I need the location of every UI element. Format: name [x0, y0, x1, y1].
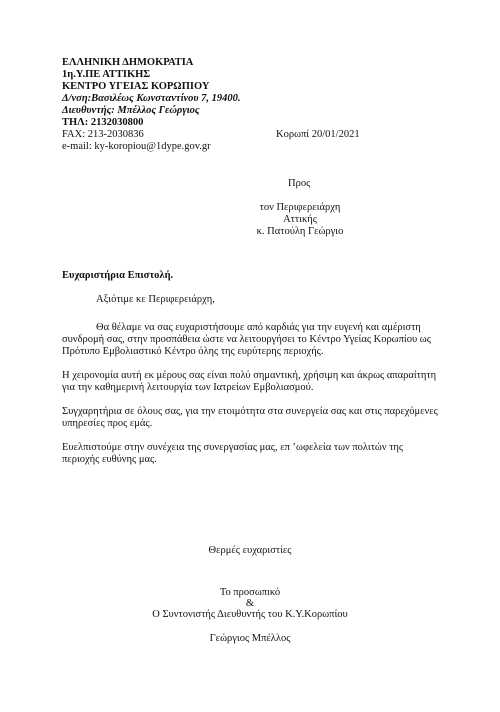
paragraph-1-line-1: Θα θέλαμε να σας ευχαριστήσουμε από καρδιάς για την ευγενή και αμέριστη — [96, 322, 421, 333]
paragraph-3-line-2: υπηρεσίες προς εμάς. — [62, 418, 153, 429]
paragraph-1-line-2: συνδρομή σας, στην προσπάθεια ώστε να λειτουργήσει το Κέντρο Υγείας Κορωπίου ως — [62, 334, 431, 345]
subject: Ευχαριστήρια Επιστολή. — [62, 270, 174, 281]
closing-thanks: Θερμές ευχαριστίες — [208, 545, 292, 556]
closing-ampersand: & — [245, 598, 255, 609]
header-health-center: ΚΕΝΤΡΟ ΥΓΕΙΑΣ ΚΟΡΩΠΙΟΥ — [62, 81, 210, 92]
header-address: Δ/νση:Βασιλέως Κωνσταντίνου 7, 19400. — [62, 93, 241, 104]
recipient-line3: κ. Πατούλη Γεώργιο — [256, 226, 344, 237]
header-director: Διευθυντής: Μπέλλος Γεώργιος — [62, 105, 200, 116]
paragraph-1-line-3: Πρότυπο Εμβολιαστικό Κέντρο όλης της ευρύτερης περιοχής. — [62, 346, 324, 357]
salutation: Αξιότιμε κε Περιφερειάρχη, — [96, 294, 215, 305]
signatory-name: Γεώργιος Μπέλλος — [209, 633, 291, 644]
header-phone: ΤΗΛ: 2132030800 — [62, 117, 144, 128]
header-country: ΕΛΛΗΝΙΚΗ ΔΗΜΟΚΡΑΤΙΑ — [62, 57, 194, 68]
paragraph-2-line-1: Η χειρονομία αυτή εκ μέρους σας είναι πολύ σημαντική, χρήσιμη και άκρως απαραίτητη — [62, 370, 437, 381]
closing-coordinator: Ο Συντονιστής Διευθυντής του Κ.Υ.Κορωπίου — [152, 609, 348, 620]
header-email: e-mail: ky-koropiou@1dype.gov.gr — [62, 141, 211, 152]
recipient-to: Προς — [288, 178, 311, 189]
recipient-line1: τον Περιφερειάρχη — [259, 202, 341, 213]
header-fax: FAX: 213-2030836 — [62, 129, 144, 140]
paragraph-4-line-1: Ευελπιστούμε στην συνέχεια της συνεργασίας μας, επ ’ωφελεία των πολιτών της — [62, 442, 404, 453]
paragraph-4-line-2: περιοχής ευθύνης μας. — [62, 454, 157, 465]
recipient-line2: Αττικής — [283, 214, 317, 225]
place-date: Κορωπί 20/01/2021 — [276, 129, 360, 140]
paragraph-3-line-1: Συγχαρητήρια σε όλους σας, για την ετοιμότητα στα συνεργεία σας και στις παρεχόμενες — [62, 406, 438, 417]
closing-staff: Το προσωπικό — [219, 587, 281, 598]
header-health-region: 1η.Υ.ΠΕ ΑΤΤΙΚΗΣ — [62, 69, 151, 80]
paragraph-2-line-2: για την καθημερινή λειτουργία των Ιατρείων Εμβολιασμού. — [62, 382, 314, 393]
